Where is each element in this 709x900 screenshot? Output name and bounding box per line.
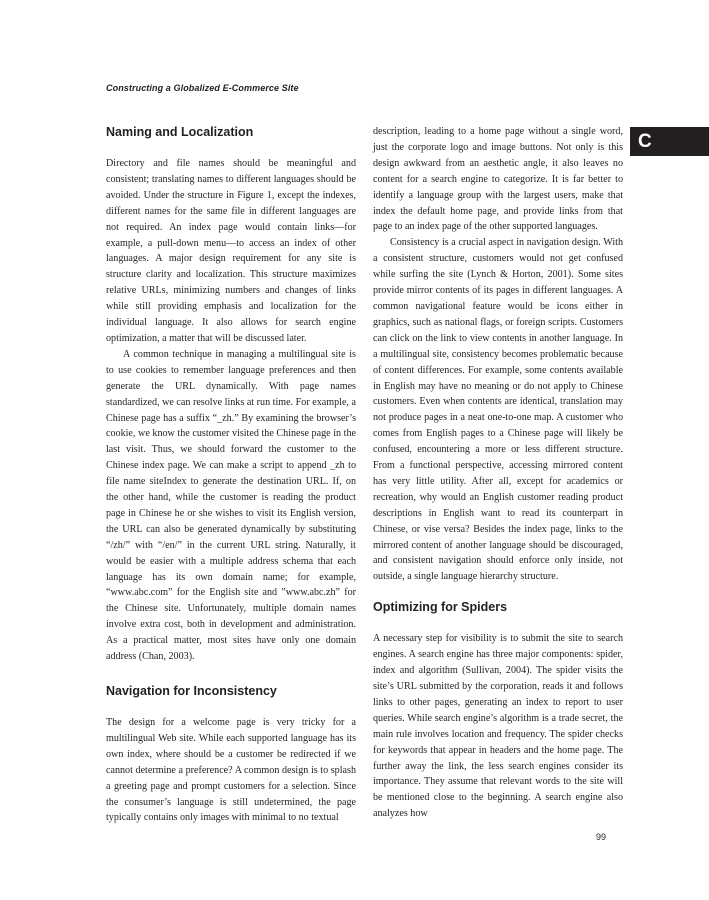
paragraph: A common technique in managing a multilingual site is to use cookies to remember language preferences and then generate the URL dynamically. With page names standardized, we can resolve links at run time. For example, a Chinese page has a suffix “_zh.” By examining the browser’s cookie, we know the customer visited the Chinese page in the last visit. Thus, we should forward the customer to the Chinese index page. We can make a script to append _zh to file name siteIndex to generate the destination URL. If, on the other hand, while the customer is reading the product page in Chinese he or she wishes to visit its English version, the URL can also be generated dynamically by substituting “/zh/” with “/en/” in the current URL string. Naturally, it would be easier with a multiple address schema that each language has its own domain name; for example, “www.abc.com” for the English site and ”www.abc.zh” for the Chinese site. Unfortunately, multiple domain names involve extra cost, both in development and administration. As a practical matter, most sites have only one domain address (Chan, 2003). <box>106 348 356 663</box>
running-head: Constructing a Globalized E-Commerce Site <box>106 83 299 93</box>
paragraph: Directory and file names should be meaningful and consistent; translating names to different languages should be avoided. Under the structure in Figure 1, except the indexes, different names for the same file in different languages are not required. An index page would contain links—for example, a pull-down menu—to access an index of other languages. A major design requirement for any site is structure clarity and localization. This structure maximizes relative URLs, minimizing numbers and changes of links while still providing emphasis and localization for the individual language. It also allows for search engine optimization, a matter that will be discussed later. <box>106 158 356 344</box>
paragraph: description, leading to a home page without a single word, just the corporate logo and image buttons. Not only is this design awkward from an aesthetic angle, it also leaves no content for a search engine to categorize. It is far better to identify a language group with the largest users, make that index the default home page, and provide links from that page to an index page of the other supported languages. <box>373 126 623 233</box>
section-tab: C <box>630 127 709 156</box>
page-number: 99 <box>596 832 607 842</box>
heading-naming-localization: Naming and Localization <box>106 125 254 139</box>
heading-optimizing-spiders: Optimizing for Spiders <box>373 600 508 615</box>
paragraph: A necessary step for visibility is to submit the site to search engines. A search engine has three major components: spider, index and algorithm (Sullivan, 2004). The spider visits the site’s URL submitted by the corporation, reads it and follows links to other pages, generating an index to report to user queries. While search engine’s algorithm is a trade secret, the main rule involves location and frequency. The spider checks for keywords that appear in headers and the home page. The further away the link, the less search engines consider its importance. They assume that relevant words to the site will be mentioned close to the beginning. A search engine also analyzes how <box>373 633 623 820</box>
right-column <box>373 124 623 822</box>
left-column <box>106 124 356 826</box>
paragraph: The design for a welcome page is very tricky for a multilingual Web site. While each supported language has its own index, where should be a customer be redirected if we cannot determine a preference? A common design is to splash a greeting page and prompt customers for a selection. Since the consumer’s language is still undetermined, the page typically contains only images with minimal to no textual <box>106 717 356 824</box>
paragraph: Consistency is a crucial aspect in navigation design. With a consistent structure, customers would not get confused while surfing the site (Lynch & Horton, 2001). Some sites provide mirror contents of its pages in different languages. A common navigational feature would be icons either in graphics, such as national flags, or foreign scripts. Customers can click on the link to view contents in another language. In a multilingual site, consistency becomes problematic because of content differences. For example, some contents available in English may have no meaning or do not apply to Chinese customers. Even when contents are identical, translation may not produce pages in a neat one-to-one map. A customer who comes from English pages to a Chinese page will likely be confused, encountering a more or less different structure. From a functional perspective, accessing mirrored content has very little utility. After all, except for academics or recreation, why would an English customer reading product descriptions in English want to read its counterpart in Chinese, or vise versa? Besides the index page, links to the mirrored content of another language should be discouraged, and consistent navigation should enforce only inside, not outside, a single language hierarchy structure. <box>373 237 623 583</box>
heading-navigation-inconsistency: Navigation for Inconsistency <box>106 684 277 698</box>
